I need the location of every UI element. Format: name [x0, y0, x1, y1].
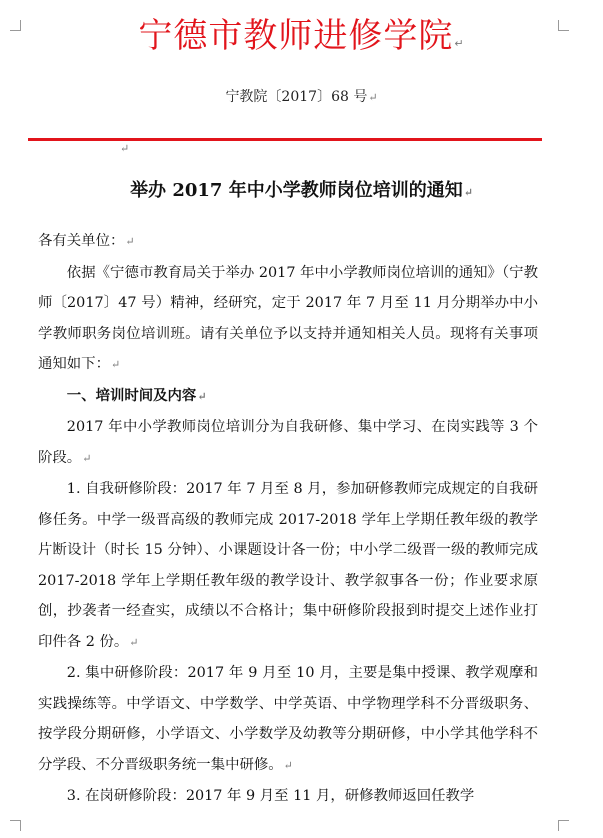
paragraph-mark-icon: ↵	[368, 91, 378, 104]
red-divider-line	[28, 138, 542, 141]
crop-mark-bottom-right	[558, 820, 569, 831]
paragraph-mark-icon: ↵	[125, 235, 135, 248]
paragraph-mark-icon: ↵	[463, 186, 473, 199]
paragraph-mark-icon: ↵	[197, 389, 207, 403]
paragraph-mark-icon: ↵	[82, 451, 92, 465]
body-paragraph: 2. 集中研修阶段：2017 年 9 月至 10 月，主要是集中授课、教学观摩和实践操练等。中学语文、中学数学、中学英语、中学物理学科不分晋级职务、按学段分期研修，小学语文、小学数学及幼教等分期研修，中小学其他学科不分学段、不分晋级职务统一集中研修。↵	[38, 665, 538, 773]
paragraph-mark-icon: ↵	[283, 758, 293, 772]
notice-body	[38, 226, 538, 812]
notice-title: 举办 2017 年中小学教师岗位培训的通知↵	[130, 180, 473, 201]
section-heading: 一、培训时间及内容↵	[66, 386, 207, 404]
paragraph-mark-icon: ↵	[120, 142, 130, 155]
paragraph-mark-icon: ↵	[110, 358, 121, 371]
body-paragraph: 3. 在岗研修阶段：2017 年 9 月至 11 月，研修教师返回任教学	[66, 788, 475, 804]
paragraph-mark-icon: ↵	[454, 37, 465, 50]
crop-mark-bottom-left	[10, 820, 21, 831]
document-number: 宁教院〔2017〕68 号↵	[225, 89, 378, 105]
body-paragraph: 2017 年中小学教师岗位培训分为自我研修、集中学习、在岗实践等 3 个阶段。↵	[38, 419, 538, 466]
paragraph-mark-icon: ↵	[129, 635, 139, 649]
body-paragraph: 1. 自我研修阶段：2017 年 7 月至 8 月，参加研修教师完成规定的自我研修任务。中学一级晋高级的教师完成 2017-2018 学年上学期任教年级的教学片断设计（时长 15 分钟）、小课题设计各一份；中小学二级晋一级的教师完成 2017-2018 学年上学期任教年级的教学设计、教学叙事各一份；作业要求原创，抄袭者一经查实，成绩以不合格计；集中研修阶段报到时提交上述作业打印件各 2 份。↵	[38, 481, 538, 650]
organization-header: 宁德市教师进修学院↵	[138, 16, 465, 56]
salutation: 各有关单位：↵	[38, 233, 135, 249]
body-paragraph: 依据《宁德市教育局关于举办 2017 年中小学教师岗位培训的通知》（宁教师〔2017〕47 号）精神，经研究，定于 2017 年 7 月至 11 月分期举办中小学教师职务岗位培训班。请有关单位予以支持并通知相关人员。现将有关事项通知如下：↵	[38, 264, 538, 372]
